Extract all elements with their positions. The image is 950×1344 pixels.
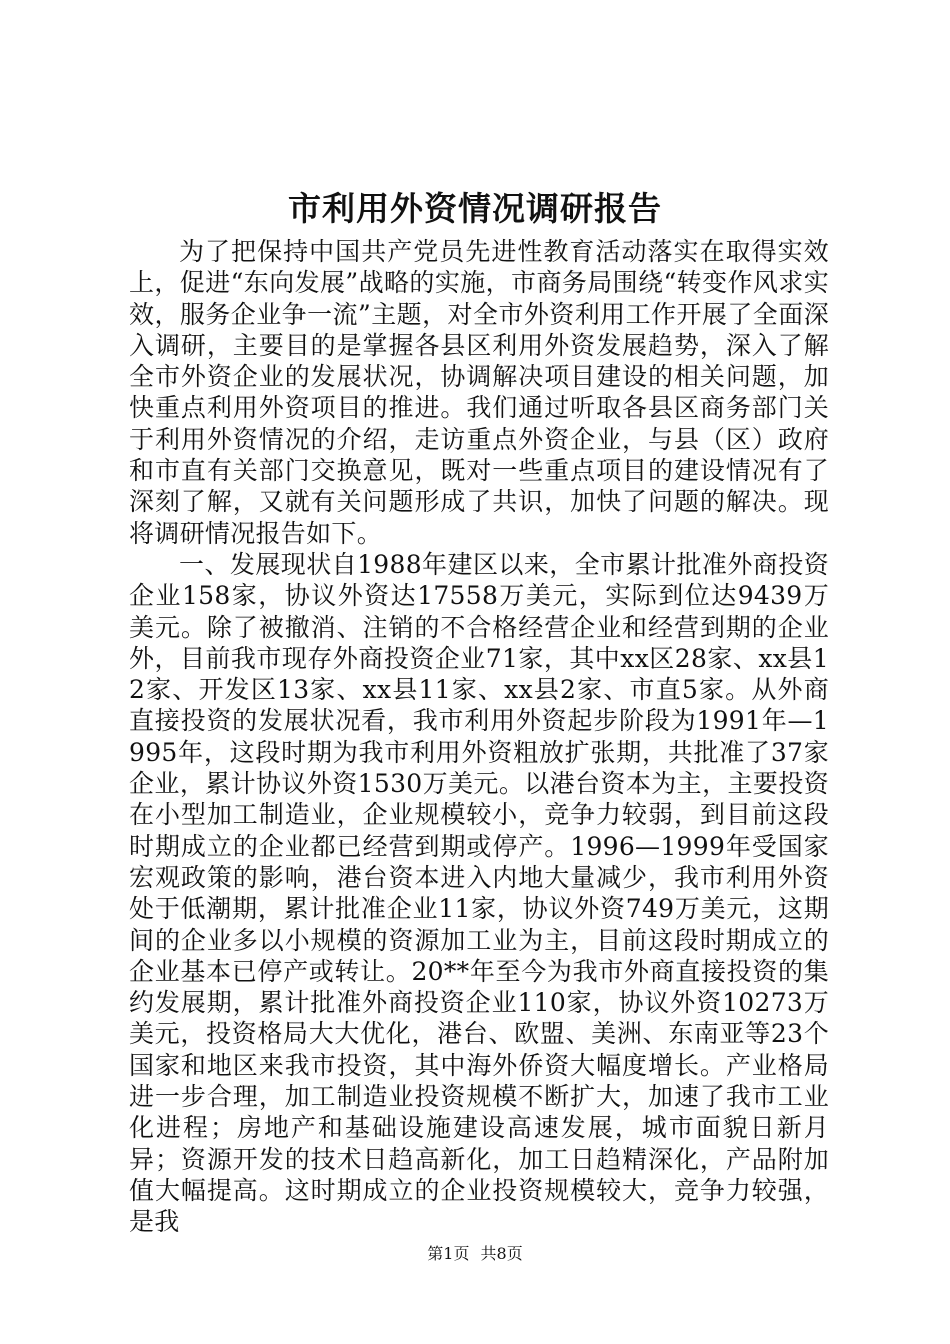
document-body	[129, 236, 829, 1238]
paragraph-intro: 为了把保持中国共产党员先进性教育活动落实在取得实效上，促进“东向发展”战略的实施，市商务局围绕“转变作风求实效，服务企业争一流”主题，对全市外资利用工作开展了全面深入调研，主要目的是掌握各县区利用外资发展趋势，深入了解全市外资企业的发展状况，协调解决项目建设的相关问题，加快重点利用外资项目的推进。我们通过听取各县区商务部门关于利用外资情况的介绍，走访重点外资企业，与县（区）政府和市直有关部门交换意见，既对一些重点项目的建设情况有了深刻了解，又就有关问题形成了共识，加快了问题的解决。现将调研情况报告如下。	[129, 237, 829, 548]
page-total: 共8页	[480, 1244, 523, 1263]
page-footer	[0, 1242, 950, 1266]
document-title: 市利用外资情况调研报告	[288, 189, 662, 228]
page-number: 第1页	[427, 1244, 470, 1263]
paragraph-development-status: 一、发展现状自1988年建区以来，全市累计批准外商投资企业158家，协议外资达17558万美元，实际到位达9439万美元。除了被撤消、注销的不合格经营企业和经营到期的企业外，目前我市现存外商投资企业71家，其中xx区28家、xx县12家、开发区13家、xx县11家、xx县2家、市直5家。从外商直接投资的发展状况看，我市利用外资起步阶段为1991年—1995年，这段时期为我市利用外资粗放扩张期，共批准了37家企业，累计协议外资1530万美元。以港台资本为主，主要投资在小型加工制造业，企业规模较小，竞争力较弱，到目前这段时期成立的企业都已经营到期或停产。1996—1999年受国家宏观政策的影响，港台资本进入内地大量减少，我市利用外资处于低潮期，累计批准企业11家，协议外资749万美元，这期间的企业多以小规模的资源加工业为主，目前这段时期成立的企业基本已停产或转让。20**年至今为我市外商直接投资的集约发展期，累计批准外商投资企业110家，协议外资10273万美元，投资格局大大优化，港台、欧盟、美洲、东南亚等23个国家和地区来我市投资，其中海外侨资大幅度增长。产业格局进一步合理，加工制造业投资规模不断扩大，加速了我市工业化进程；房地产和基础设施建设高速发展，城市面貌日新月异；资源开发的技术日趋高新化，加工日趋精深化，产品附加值大幅提高。这时期成立的企业投资规模较大，竞争力较强，是我	[129, 549, 829, 1237]
